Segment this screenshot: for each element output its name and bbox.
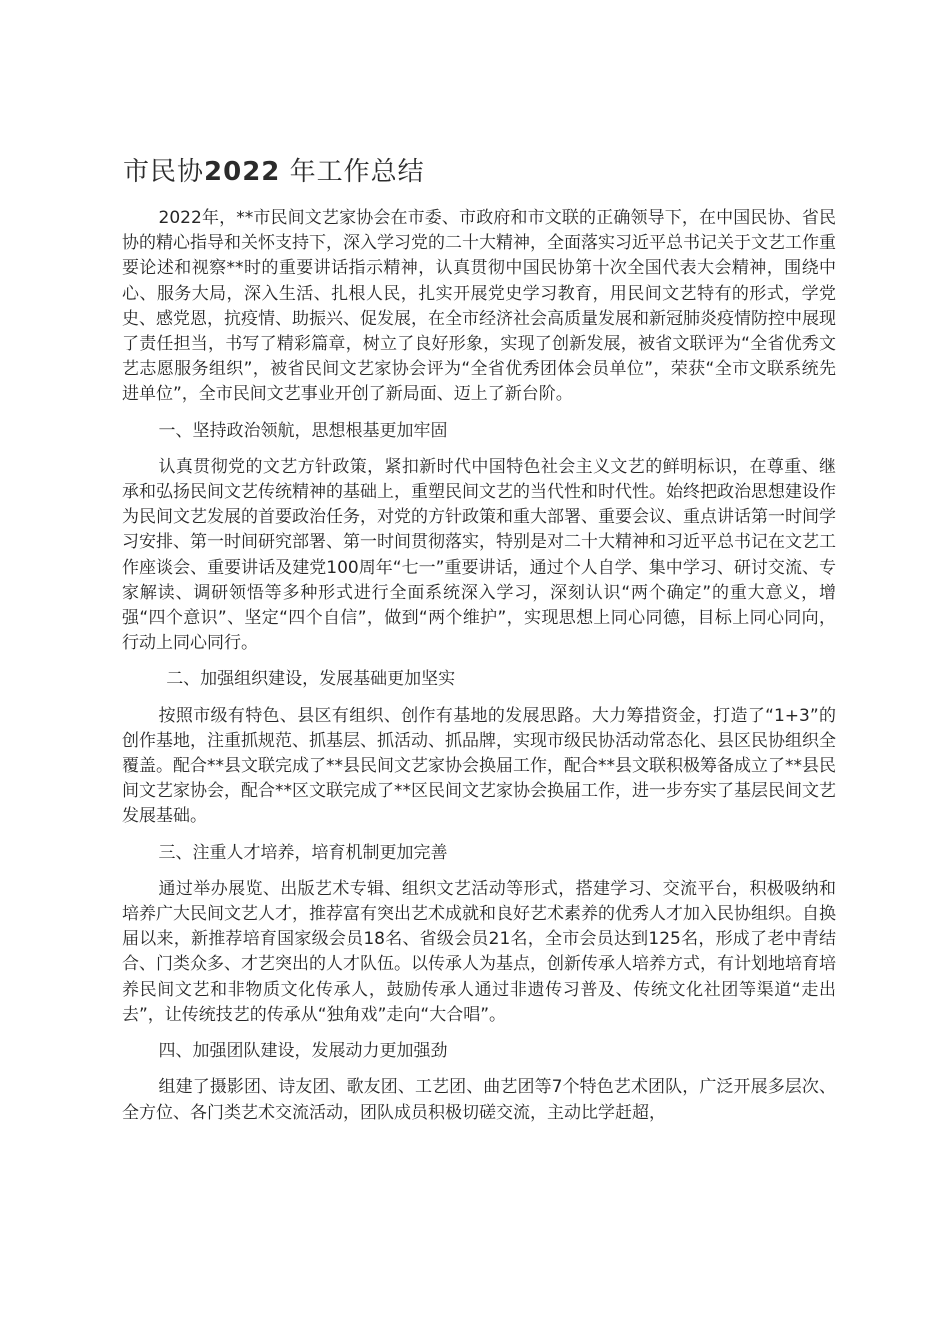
- page-title: [123, 152, 843, 192]
- title-suffix: 年工作总结: [289, 157, 425, 187]
- section-heading-2: 二、加强组织建设，发展基础更加坚实: [166, 669, 456, 690]
- title-year: 2022: [204, 157, 281, 187]
- section-heading-3: 三、注重人才培养，培育机制更加完善: [158, 842, 448, 863]
- section-2-paragraph: 按照市级有特色、县区有组织、创作有基地的发展思路。大力筹措资金，打造了“1+3”的创作基地，注重抓规范、抓基层、抓活动、抓品牌，实现市级民协活动常态化、县区民协组织全覆盖。配合**县文联完成了**县民间文艺家协会换届工作，配合**县文联积极筹备成立了**县民间文艺家协会，配合**区文联完成了**区民间文艺家协会换届工作，进一步夯实了基层民间文艺发展基础。: [122, 705, 836, 827]
- section-1-paragraph: 认真贯彻党的文艺方针政策，紧扣新时代中国特色社会主义文艺的鲜明标识，在尊重、继承和弘扬民间文艺传统精神的基础上，重塑民间文艺的当代性和时代性。始终把政治思想建设作为民间文艺发展的首要政治任务，对党的方针政策和重大部署、重要会议、重点讲话第一时间学习安排、第一时间研究部署、第一时间贯彻落实，特别是对二十大精神和习近平总书记在文艺工作座谈会、重要讲话及建党100周年“七一”重要讲话，通过个人自学、集中学习、研讨交流、专家解读、调研领悟等多种形式进行全面系统深入学习，深刻认识“两个确定”的重大意义，增强“四个意识”、坚定“四个自信”，做到“两个维护”，实现思想上同心同德，目标上同心同向，行动上同心同行。: [122, 456, 836, 654]
- section-4-paragraph: 组建了摄影团、诗友团、歌友团、工艺团、曲艺团等7个特色艺术团队，广泛开展多层次、全方位、各门类艺术交流活动，团队成员积极切磋交流，主动比学赶超，: [122, 1077, 836, 1123]
- section-3-paragraph: 通过举办展览、出版艺术专辑、组织文艺活动等形式，搭建学习、交流平台，积极吸纳和培养广大民间文艺人才，推荐富有突出艺术成就和良好艺术素养的优秀人才加入民协组织。自换届以来，新推荐培育国家级会员18名、省级会员21名，全市会员达到125名，形成了老中青结合、门类众多、才艺突出的人才队伍。以传承人为基点，创新传承人培养方式，有计划地培育培养民间文艺和非物质文化传承人，鼓励传承人通过非遗传习普及、传统文化社团等渠道“走出去”，让传统技艺的传承从“独角戏”走向“大合唱”。: [122, 878, 836, 1025]
- section-heading-4: 四、加强团队建设，发展动力更加强劲: [158, 1041, 448, 1062]
- intro-paragraph: 2022年，**市民间文艺家协会在市委、市政府和市文联的正确领导下，在中国民协、省民协的精心指导和关怀支持下，深入学习党的二十大精神，全面落实习近平总书记关于文艺工作重要论述和视察**时的重要讲话指示精神，认真贯彻中国民协第十次全国代表大会精神，围绕中心、服务大局，深入生活、扎根人民，扎实开展党史学习教育，用民间文艺特有的形式，学党史、感党恩，抗疫情、助振兴、促发展，在全市经济社会高质量发展和新冠肺炎疫情防控中展现了责任担当，书写了精彩篇章，树立了良好形象，实现了创新发展，被省文联评为“全省优秀文艺志愿服务组织”，被省民间文艺家协会评为“全省优秀团体会员单位”，荣获“全市文联系统先进单位”，全市民间文艺事业开创了新局面、迈上了新台阶。: [122, 208, 836, 405]
- title-prefix: 市民协: [123, 157, 205, 187]
- section-heading-1: 一、坚持政治领航，思想根基更加牢固: [158, 420, 448, 441]
- document-body: [122, 206, 836, 1137]
